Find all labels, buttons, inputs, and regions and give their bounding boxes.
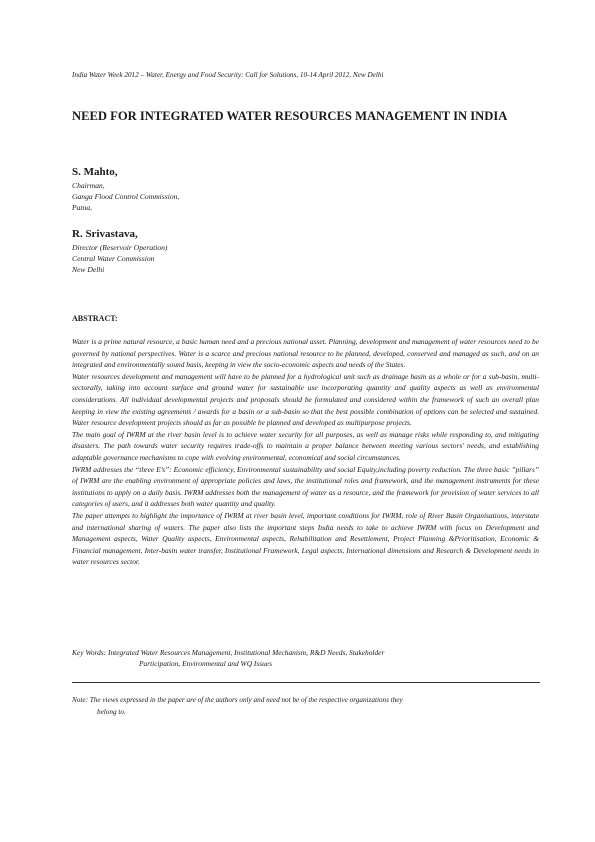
divider-rule: [72, 682, 540, 683]
affiliation-line: Ganga Flood Control Commission,: [72, 192, 180, 202]
abstract-paragraph: IWRM addresses the “three E’s”: Economic efficiency, Environmental sustainability and social Equity,including poverty reduction. The three basic ”pillars” of IWRM are the enabling environment of appropriate policies and laws, the institutional roles and framework, and the management instruments for these institutions to apply on a daily basis. IWRM addresses both the management of water as a resource, and the framework for provision of water services to all categories of users, and it addresses both water quantity and quality.: [72, 464, 539, 509]
affiliation-line: Director (Reservoir Operation): [72, 243, 168, 252]
footnote-line: Note: The views expressed in the paper are of the authors only and need not be of the respective organizations they: [72, 696, 403, 704]
conference-header: India Water Week 2012 – Water, Energy and Food Security: Call for Solutions, 10-14 April 2012, New Delhi: [72, 71, 384, 79]
affiliation-line: Patna,: [72, 203, 93, 213]
paper-title: NEED FOR INTEGRATED WATER RESOURCES MANAGEMENT IN INDIA: [72, 109, 508, 123]
affiliation-line: Central Water Commission: [72, 254, 155, 264]
keywords: [72, 647, 542, 670]
author-affiliation-1: [72, 180, 179, 214]
author-name-2: R. Srivastava,: [72, 228, 138, 240]
affiliation-line: Chairman,: [72, 181, 105, 190]
keywords-line: Key Words: Integrated Water Resources Management, Institutional Mechanism, R&D Needs, Stakeholder: [72, 648, 385, 657]
footnote: [72, 695, 542, 718]
affiliation-line: New Delhi: [72, 265, 105, 275]
abstract-body: [72, 336, 539, 568]
keywords-line: Participation, Environmental and WQ Issues: [139, 659, 272, 669]
abstract-paragraph: The main goal of IWRM at the river basin level is to achieve water security for all purposes, as well as manage risks while responding to, and mitigating disasters. The path towards water security requires trade-offs to maintain a proper balance between meeting various sectors' needs, and establishing adaptable governance mechanisms to cope with evolving environmental, economical and social circumstances.: [72, 429, 539, 462]
abstract-paragraph: The paper attempts to highlight the importance of IWRM at river basin level, important conditions for IWRM, role of River Basin Organisations, interstate and international sharing of waters. The paper also lists the important steps India needs to take to achieve IWRM with focus on Development and Management aspects, Water Quality aspects, Environmental aspects, Rehabilitation and Resettlement, Project Planning &Prioritisation, Economic & Financial management, Inter-basin water transfer, Institutional Framework, Legal aspects, International dimensions and Research & Development needs in water resources sector.: [72, 510, 539, 567]
author-affiliation-2: [72, 242, 167, 276]
abstract-paragraph: Water is a prime natural resource, a basic human need and a precious national asset. Planning, development and management of water resources need to be governed by national perspectives. Water is a scarce and precious national resource to be planned, developed, conserved and managed as such, and on an integrated and environmentally sound basis, keeping in view the socio-economic aspects and needs of the States.: [72, 337, 539, 370]
abstract-heading: ABSTRACT:: [72, 314, 118, 323]
abstract-paragraph: Water resources development and management will have to be planned for a hydrological unit such as drainage basin as a whole or for a sub-basin, multi-sectorally, taking into account surface and ground water for sustainable use incorporating quantity and quality aspects as well as environmental considerations. All individual developmental projects and proposals should be formulated and considered within the framework of such an overall plan keeping in view the existing agreements / awards for a basin or a sub-basin so that the best possible combination of options can be selected and sustained. Water resource development projects should as far as possible be planned and developed as multipurpose projects.: [72, 371, 539, 428]
author-name-1: S. Mahto,: [72, 166, 118, 178]
footnote-line: belong to.: [97, 707, 126, 716]
